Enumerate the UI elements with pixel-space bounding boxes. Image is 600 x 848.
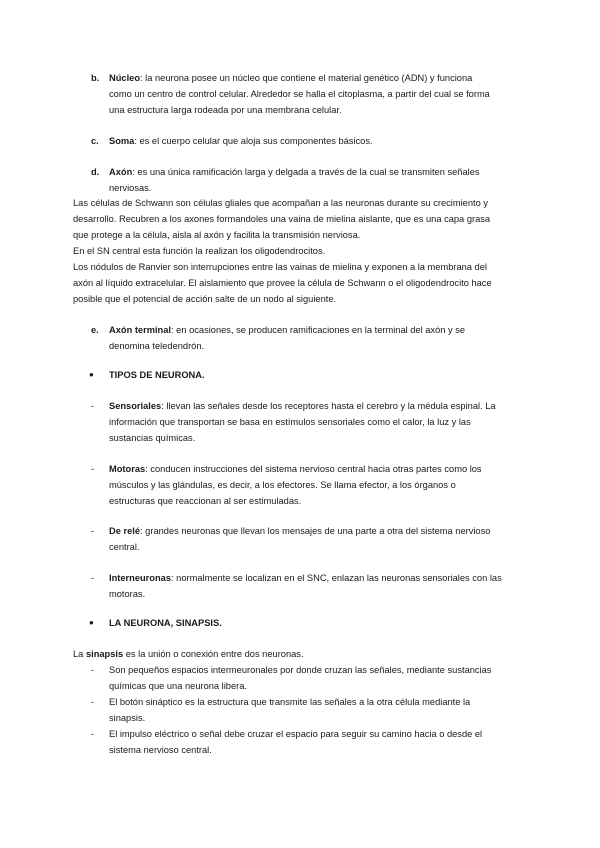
item-text: químicas que una neurona libera. (109, 681, 247, 691)
item-text: : es el cuerpo celular que aloja sus componentes básicos. (134, 136, 373, 146)
intro-text: La (73, 649, 86, 659)
dash-marker: - (91, 573, 95, 583)
item-text: información que transportan se basa en estímulos sensoriales como el calor, la luz y las (109, 417, 471, 427)
item-text: El botón sináptico es la estructura que transmite las señales a la otra célula mediante la (109, 697, 471, 707)
dash-marker: - (91, 401, 95, 411)
item-text: : grandes neuronas que llevan los mensajes de una parte a otra del sistema nervioso (140, 526, 491, 536)
intro-text: es la unión o conexión entre dos neuronas. (123, 649, 304, 659)
dash-marker: - (91, 729, 95, 739)
item-text: nerviosas. (109, 183, 152, 193)
term-nucleo: Núcleo (109, 73, 140, 83)
dash-marker: - (91, 665, 95, 675)
paragraph-line: posible que el potencial de acción salte de un nodo al siguiente. (73, 294, 337, 304)
dash-marker: - (91, 697, 95, 707)
term-soma: Soma (109, 136, 135, 146)
section-heading: TIPOS DE NEURONA. (109, 370, 205, 380)
term-axon: Axón (109, 167, 133, 177)
dash-marker: - (91, 464, 95, 474)
bullet-icon: ● (89, 618, 94, 627)
term-sinapsis: sinapsis (85, 649, 124, 659)
dash-marker: - (91, 526, 95, 536)
list-marker: e. (91, 325, 99, 335)
item-text: central. (109, 542, 140, 552)
item-text: : conducen instrucciones del sistema nervioso central hacia otras partes como los (145, 464, 482, 474)
term-axon-terminal: Axón terminal (109, 325, 171, 335)
item-text: : la neurona posee un núcleo que contiene el material genético (ADN) y funciona (140, 73, 473, 83)
item-text: : en ocasiones, se producen ramificaciones en la terminal del axón y se (171, 325, 466, 335)
item-text: denomina teledendrón. (109, 341, 205, 351)
item-text: motoras. (109, 589, 146, 599)
list-marker: b. (91, 73, 100, 83)
section-heading: LA NEURONA, SINAPSIS. (109, 618, 222, 628)
item-text: sistema nervioso central. (109, 745, 212, 755)
term-sensoriales: Sensoriales (109, 401, 162, 411)
term-motoras: Motoras (109, 464, 146, 474)
item-text: El impulso eléctrico o señal debe cruzar el espacio para seguir su camino hacia o desde el (109, 729, 483, 739)
paragraph-line: desarrollo. Recubren a los axones formandoles una vaina de mielina aislante, que es una capa grasa (73, 214, 491, 224)
paragraph-line: En el SN central esta función la realizan los oligodendrocitos. (73, 246, 326, 256)
item-text: una estructura larga rodeada por una membrana celular. (109, 105, 342, 115)
item-text: : llevan las señales desde los receptores hasta el cerebro y la médula espinal. La (161, 401, 496, 411)
schwann-paragraph (73, 195, 533, 307)
item-text: músculos y las glándulas, es decir, a los efectores. Se llama efector, a los órganos o (109, 480, 456, 490)
bullet-icon: ● (89, 370, 94, 379)
item-text: como un centro de control celular. Alrededor se halla el citoplasma, a partir del cual se forma (109, 89, 490, 99)
item-text: : es una única ramificación larga y delgada a través de la cual se transmiten señales (132, 167, 480, 177)
sinapsis-intro (73, 646, 304, 662)
paragraph-line: Las células de Schwann son células gliales que acompañan a las neuronas durante su crecimiento y (73, 198, 488, 208)
paragraph-line: axón al líquido extracelular. El aislamiento que provee la célula de Schwann o el oligodendrocito hace (73, 278, 492, 288)
item-text: sustancias químicas. (109, 433, 196, 443)
term-de-rele: De relé (109, 526, 141, 536)
list-marker: c. (91, 136, 99, 146)
item-text: estructuras que reaccionan al ser estimuladas. (109, 496, 302, 506)
paragraph-line: Los nódulos de Ranvier son interrupciones entre las vainas de mielina y exponen a la membrana del (73, 262, 487, 272)
term-interneuronas: Interneuronas (109, 573, 171, 583)
list-marker: d. (91, 167, 100, 177)
paragraph-line: que protege a la célula, aisla al axón y facilita la transmisión nerviosa. (73, 230, 361, 240)
item-text: : normalmente se localizan en el SNC, enlazan las neuronas sensoriales con las (171, 573, 502, 583)
item-text: sinapsis. (109, 713, 146, 723)
item-text: Son pequeños espacios intermeuronales por donde cruzan las señales, mediante sustancias (109, 665, 492, 675)
